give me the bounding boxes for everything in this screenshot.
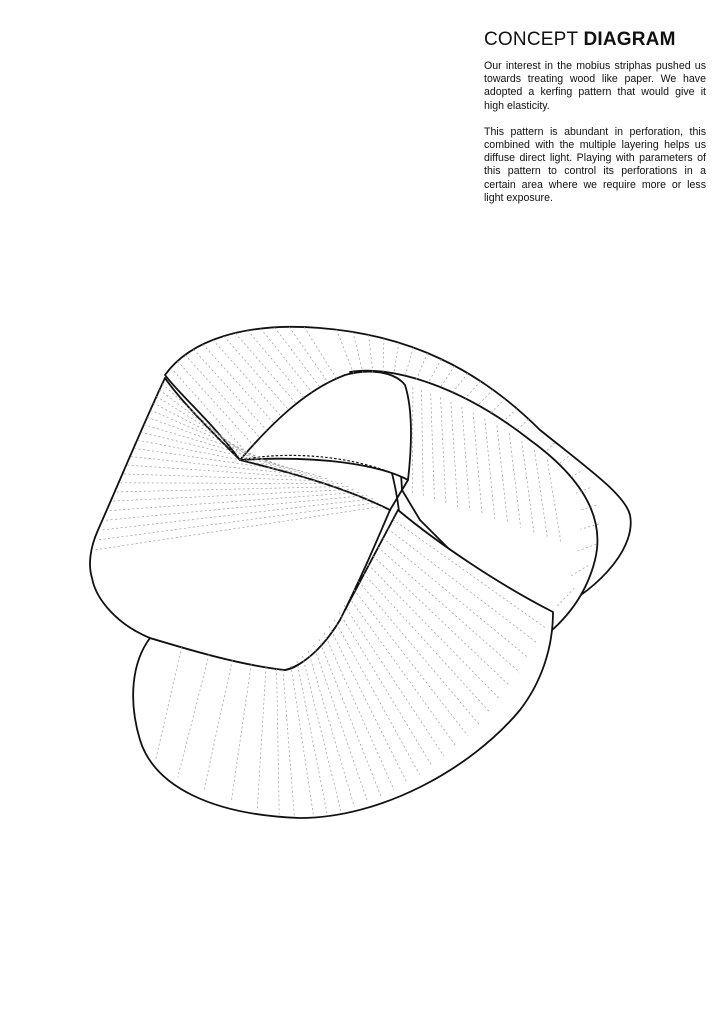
title-regular: CONCEPT [484,29,578,50]
paragraph-1: Our interest in the mobius striphas pushed us towards treating wood like paper. We have adopted a kerfing pattern that would give it high elasticity. [484,60,706,112]
title-bold: DIAGRAM [583,29,676,50]
paragraph-2: This pattern is abundant in perforation, this combined with the multiple layering helps us diffuse direct light. Playing with parameters of this pattern to control its perforations in a certain area where we require more or less light exposure. [484,125,706,204]
